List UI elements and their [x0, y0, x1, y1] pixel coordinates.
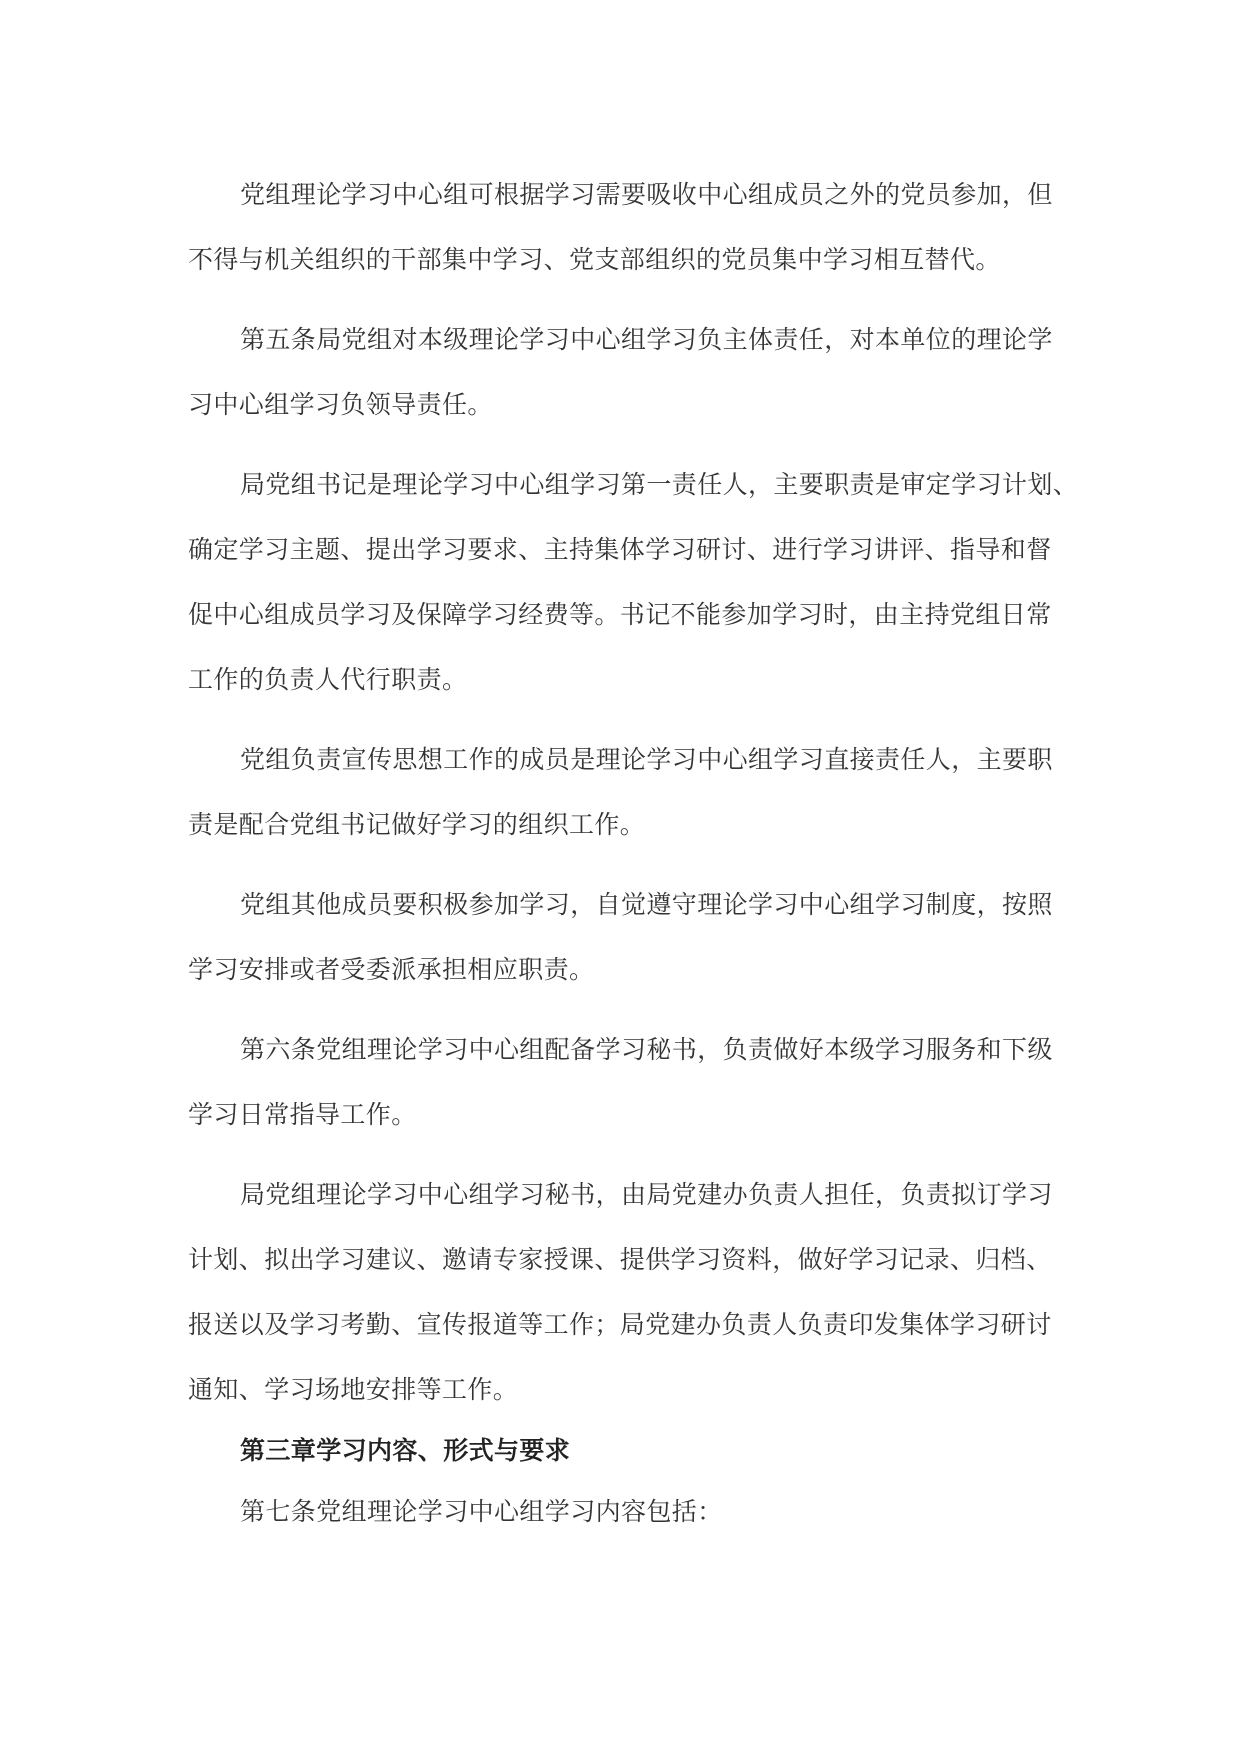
text-line: 第五条局党组对本级理论学习中心组学习负主体责任，对本单位的理论学	[240, 325, 1053, 354]
text-line: 不得与机关组织的干部集中学习、党支部组织的党员集中学习相互替代。	[188, 245, 1001, 274]
text-line: 第七条党组理论学习中心组学习内容包括：	[240, 1497, 723, 1526]
text-line: 第六条党组理论学习中心组配备学习秘书，负责做好本级学习服务和下级	[240, 1035, 1053, 1064]
chapter-heading: 第三章学习内容、形式与要求	[240, 1436, 571, 1465]
text-line: 习中心组学习负领导责任。	[188, 390, 493, 419]
text-line: 党组其他成员要积极参加学习，自觉遵守理论学习中心组学习制度，按照	[240, 890, 1053, 919]
text-line: 局党组理论学习中心组学习秘书，由局党建办负责人担任，负责拟订学习	[240, 1180, 1053, 1209]
text-line: 局党组书记是理论学习中心组学习第一责任人，主要职责是审定学习计划、	[240, 470, 1079, 499]
text-line: 通知、学习场地安排等工作。	[188, 1375, 519, 1404]
text-line: 确定学习主题、提出学习要求、主持集体学习研讨、进行学习讲评、指导和督	[188, 535, 1052, 564]
text-line: 党组理论学习中心组可根据学习需要吸收中心组成员之外的党员参加，但	[240, 180, 1053, 209]
text-line: 工作的负责人代行职责。	[188, 665, 468, 694]
text-line: 促中心组成员学习及保障学习经费等。书记不能参加学习时，由主持党组日常	[188, 600, 1052, 629]
text-line: 党组负责宣传思想工作的成员是理论学习中心组学习直接责任人，主要职	[240, 745, 1053, 774]
text-line: 学习日常指导工作。	[188, 1100, 417, 1129]
text-line: 计划、拟出学习建议、邀请专家授课、提供学习资料，做好学习记录、归档、	[188, 1245, 1052, 1274]
text-line: 报送以及学习考勤、宣传报道等工作；局党建办负责人负责印发集体学习研讨	[188, 1310, 1052, 1339]
text-line: 学习安排或者受委派承担相应职责。	[188, 955, 595, 984]
text-line: 责是配合党组书记做好学习的组织工作。	[188, 810, 646, 839]
